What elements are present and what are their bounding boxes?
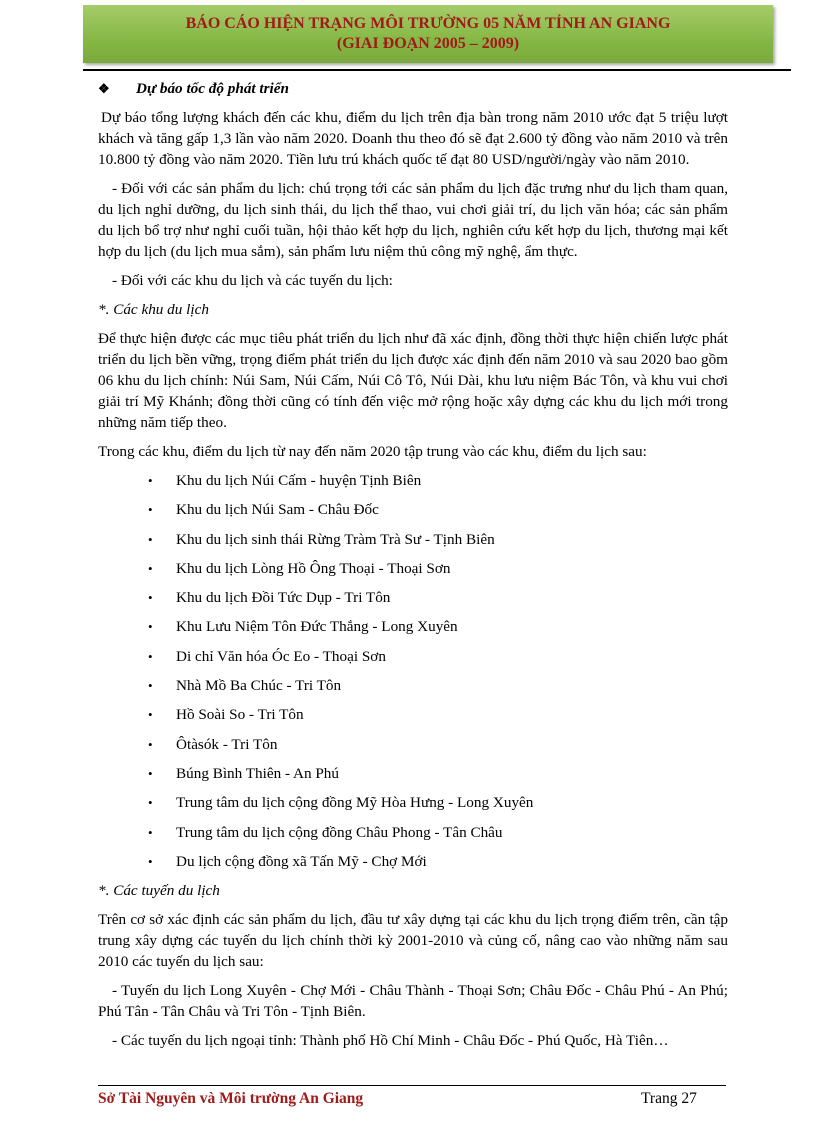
- paragraph-routes: Trên cơ sở xác định các sản phẩm du lịch, đầu tư xây dựng tại các khu du lịch trọng điểm trên, cần tập trung xây dựng các tuyến du lịch chính thời kỳ 2001-2010 và củng cố, nâng cao vào những năm sau 2010 các tuyến du lịch sau:: [98, 911, 728, 971]
- bullet-icon: •: [148, 473, 153, 488]
- page-body: [98, 78, 728, 1059]
- bullet-icon: •: [148, 795, 153, 811]
- list-item: [98, 499, 728, 528]
- list-item-text: Nhà Mồ Ba Chúc - Tri Tôn: [176, 677, 342, 695]
- list-item: [98, 529, 728, 558]
- paragraph-areas: Để thực hiện được các mục tiêu phát triển du lịch như đã xác định, đồng thời thực hiện chiến lược phát triển du lịch bền vững, trọng điểm phát triển du lịch được xác định đến năm 2010 và sau 2020 bao gồm 06 khu du lịch chính: Núi Sam, Núi Cấm, Núi Cô Tô, Núi Dài, khu lưu niệm Bác Tôn, và khu vui chơi giải trí Mỹ Khánh; đồng thời cũng có tính đến việc mở rộng hoặc xây dựng các khu du lịch mới trong những năm tiếp theo.: [98, 330, 728, 431]
- bullet-icon: •: [148, 560, 153, 576]
- report-title: BÁO CÁO HIỆN TRẠNG MÔI TRƯỜNG 05 NĂM TỈNH AN GIANG: [185, 15, 671, 32]
- list-item-text: Khu du lịch Núi Cấm - huyện Tịnh Biên: [176, 472, 422, 489]
- footer-organization: Sở Tài Nguyên và Môi trường An Giang: [98, 1090, 364, 1107]
- list-item: [98, 763, 728, 792]
- list-item-text: Búng Bình Thiên - An Phú: [176, 764, 339, 782]
- list-item-text: Trung tâm du lịch cộng đồng Mỹ Hòa Hưng - Long Xuyên: [176, 794, 534, 812]
- report-period: (GIAI ĐOẠN 2005 – 2009): [336, 35, 520, 52]
- bullet-icon: •: [148, 707, 153, 723]
- list-item: [98, 851, 728, 880]
- header-divider: [83, 69, 791, 71]
- paragraph-sites-intro: Trong các khu, điểm du lịch từ nay đến năm 2020 tập trung vào các khu, điểm du lịch sau:: [98, 443, 647, 460]
- list-item-text: Du lịch cộng đồng xã Tấn Mỹ - Chợ Mới: [176, 852, 427, 870]
- bullet-icon: •: [148, 502, 153, 518]
- report-header-banner: [83, 5, 773, 63]
- bullet-icon: •: [148, 853, 153, 869]
- list-item: [98, 734, 728, 763]
- list-item: [98, 616, 728, 645]
- bullet-icon: •: [148, 590, 153, 606]
- list-item-text: Khu du lịch Núi Sam - Châu Đốc: [176, 501, 379, 519]
- subheading-routes: *. Các tuyến du lịch: [98, 882, 220, 900]
- list-item-text: Khu Lưu Niệm Tôn Đức Thắng - Long Xuyên: [176, 618, 458, 636]
- page-number: Trang 27: [641, 1090, 697, 1107]
- bullet-icon: •: [148, 648, 153, 664]
- list-item-text: Trung tâm du lịch cộng đồng Châu Phong - Tân Châu: [176, 823, 503, 841]
- tourist-sites-list: [98, 470, 728, 880]
- list-item-text: Khu du lịch Lòng Hồ Ông Thoại - Thoại Sơn: [176, 559, 451, 577]
- list-item: [98, 792, 728, 821]
- paragraph-products: - Đối với các sản phẩm du lịch: chú trọng tới các sản phẩm du lịch đặc trưng như du lịch tham quan, du lịch nghỉ dưỡng, du lịch sinh thái, du lịch thể thao, vui chơi giải trí, du lịch văn hóa; các sản phẩm du lịch bổ trợ như nghỉ cuối tuần, hội thảo kết hợp du lịch, nghiên cứu kết hợp du lịch, thương mại kết hợp du lịch (du lịch mua sắm), sản phẩm lưu niệm thủ công mỹ nghệ, ẩm thực.: [98, 180, 728, 260]
- bullet-icon: •: [148, 736, 153, 752]
- bullet-icon: •: [148, 619, 153, 635]
- list-item-text: Khu du lịch sinh thái Rừng Tràm Trà Sư - Tịnh Biên: [176, 530, 495, 548]
- list-item-text: Di chỉ Văn hóa Óc Eo - Thoại Sơn: [176, 647, 386, 665]
- list-item: [98, 704, 728, 733]
- paragraph-routes-local: - Tuyến du lịch Long Xuyên - Chợ Mới - Châu Thành - Thoại Sơn; Châu Đốc - Châu Phú - An Phú; Phú Tân - Tân Châu và Tri Tôn - Tịnh Biên.: [98, 982, 728, 1021]
- list-item: [98, 646, 728, 675]
- section-heading: [98, 78, 728, 99]
- paragraph-routes-external: - Các tuyến du lịch ngoại tỉnh: Thành phố Hồ Chí Minh - Châu Đốc - Phú Quốc, Hà Tiên…: [112, 1032, 669, 1050]
- bullet-icon: •: [148, 678, 153, 694]
- subheading-areas: *. Các khu du lịch: [98, 301, 209, 318]
- bullet-icon: •: [148, 531, 153, 547]
- list-item-text: Khu du lịch Đồi Tức Dụp - Tri Tôn: [176, 589, 391, 607]
- section-title: Dự báo tốc độ phát triển: [136, 80, 289, 97]
- bullet-icon: •: [148, 765, 153, 781]
- diamond-bullet-icon: ❖: [98, 81, 110, 96]
- list-item-text: Ôtàsók - Tri Tôn: [176, 735, 278, 753]
- list-item: [98, 675, 728, 704]
- list-item: [98, 822, 728, 851]
- paragraph-areas-intro: - Đối với các khu du lịch và các tuyến du lịch:: [112, 272, 393, 289]
- paragraph-forecast: Dự báo tổng lượng khách đến các khu, điểm du lịch trên địa bàn trong năm 2010 ước đạt 5 triệu lượt khách và tăng gấp 1,3 lần vào năm 2020. Doanh thu theo đó sẽ đạt 2.600 tỷ đồng vào năm 2010 và trên 10.800 tỷ đồng vào năm 2020. Tiền lưu trú khách quốc tế đạt 80 USD/người/ngày vào năm 2010.: [98, 109, 728, 168]
- list-item: [98, 587, 728, 616]
- bullet-icon: •: [148, 824, 153, 840]
- list-item-text: Hồ Soài So - Tri Tôn: [176, 706, 304, 724]
- list-item: [98, 470, 728, 499]
- footer-divider: [98, 1085, 726, 1086]
- list-item: [98, 558, 728, 587]
